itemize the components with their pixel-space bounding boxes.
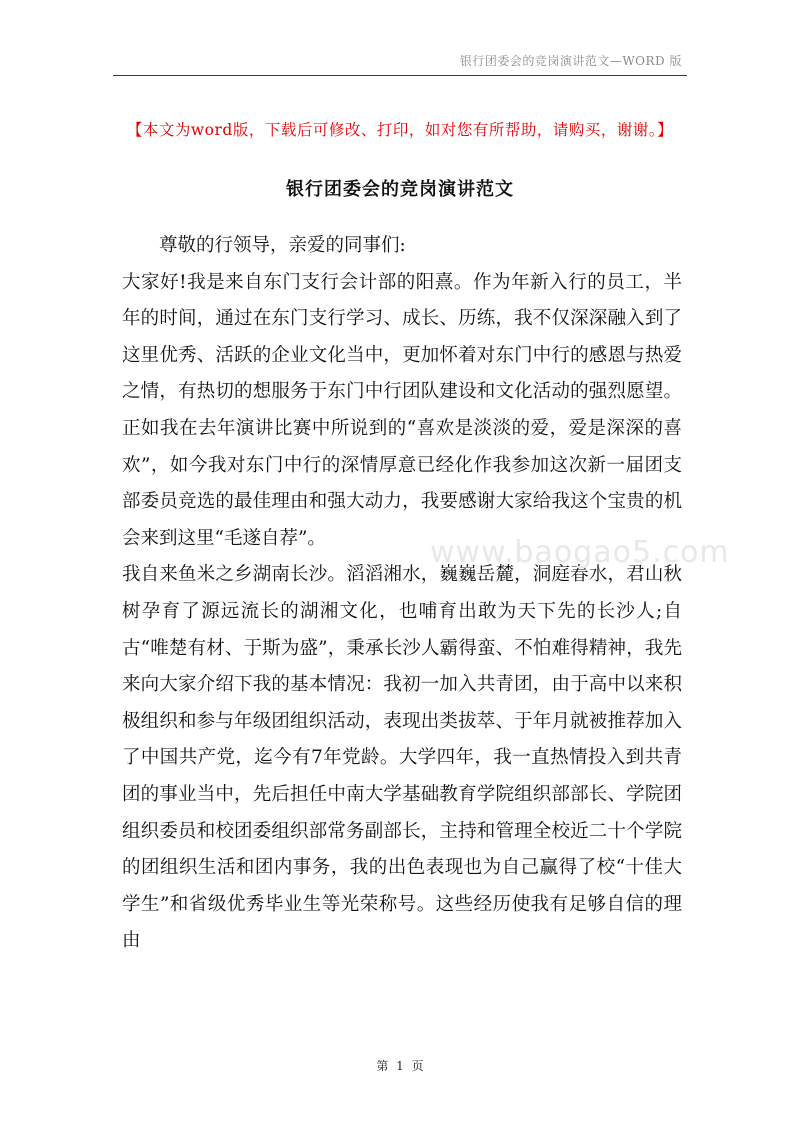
download-notice: 【本文为word版，下载后可修改、打印，如对您有所帮助，请购买，谢谢。】 bbox=[126, 121, 674, 139]
salutation: 尊敬的行领导，亲爱的同事们: bbox=[159, 235, 406, 256]
body-paragraph-2: 我自来鱼米之乡湖南长沙。滔滔湘水，巍巍岳麓，洞庭春水，君山秋树孕育了源远流长的湖湘文化，也哺育出敢为天下先的长沙人;自古“唯楚有材、于斯为盛”，秉承长沙人霸得蛮、不怕难得精神，我先来向大家介绍下我的基本情况：我初一加入共青团，由于高中以来积极组织和参与年级团组织活动，表现出类拔萃、于年月就被推荐加入了中国共产党，迄今有7年党龄。大学四年，我一直热情投入到共青团的事业当中，先后担任中南大学基础教育学院组织部部长、学院团组织委员和校团委组织部常务副部长，主持和管理全校近二十个学院的团组织生活和团内事务，我的出色表现也为自己赢得了校“十佳大学生”和省级优秀毕业生等光荣称号。这些经历使我有足够自信的理由 bbox=[122, 564, 682, 952]
watermark: www.baogao5.com bbox=[430, 535, 730, 570]
document-body bbox=[122, 228, 682, 960]
body-paragraph-1: 大家好!我是来自东门支行会计部的阳熹。作为年新入行的员工，半年的时间，通过在东门支行学习、成长、历练，我不仅深深融入到了这里优秀、活跃的企业文化当中，更加怀着对东门中行的感恩与热爱之情，有热切的想服务于东门中行团队建设和文化活动的强烈愿望。正如我在去年演讲比赛中所说到的“喜欢是淡淡的爱，爱是深深的喜欢”，如今我对东门中行的深情厚意已经化作我参加这次新一届团支部委员竞选的最佳理由和强大动力，我要感谢大家给我这个宝贵的机会来到这里“毛遂自荐”。 bbox=[122, 271, 682, 549]
header-divider bbox=[113, 75, 687, 76]
document-title: 银行团委会的竞岗演讲范文 bbox=[286, 179, 514, 200]
running-header: 银行团委会的竞岗演讲范文—WORD 版 bbox=[459, 54, 682, 68]
page-number: 第 1 页 bbox=[376, 1059, 424, 1073]
